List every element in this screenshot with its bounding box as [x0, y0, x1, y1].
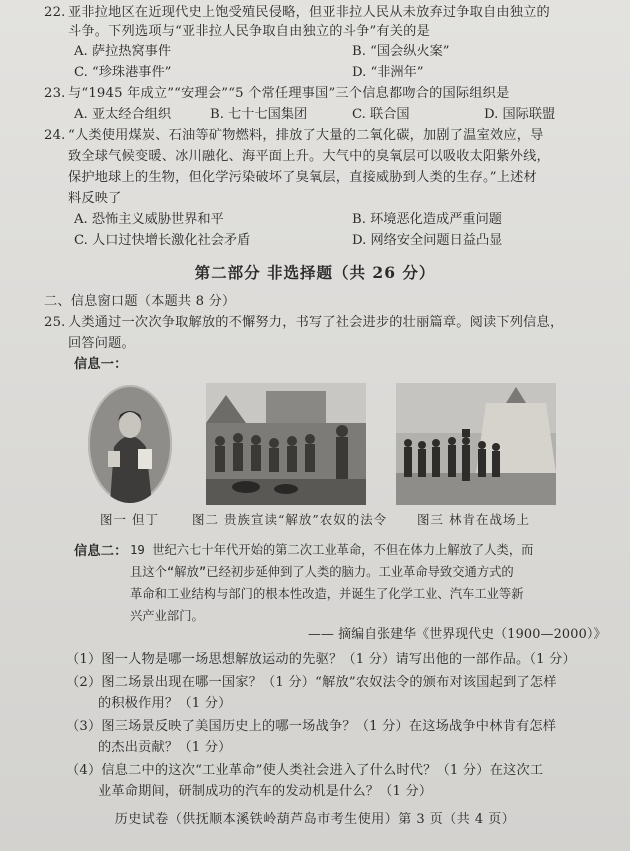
q25-sub3-line1: （3）图三场景反映了美国历史上的哪一场战争？（1 分）在这场战争中林肯有怎样: [66, 719, 557, 734]
q24-stem-line4: 料反映了: [68, 191, 122, 206]
q22-option-d: D. “非洲年”: [352, 65, 424, 80]
figure3-lincoln-battlefield: [396, 383, 556, 505]
q24-stem-line1: [44, 127, 544, 145]
q23-stem: [44, 85, 509, 103]
q22-stem-line1: [44, 4, 550, 22]
q22-option-a: A. 萨拉热窝事件: [74, 44, 172, 59]
q25-stem-text1: 人类通过一次次争取解放的不懈努力，书写了社会进步的壮丽篇章。阅读下列信息，: [68, 315, 564, 330]
q25-sub3-line2: 的杰出贡献？（1 分）: [98, 740, 232, 755]
q25-stem-line2: 回答问题。: [68, 336, 135, 351]
q24-stem-text1: “人类使用煤炭、石油等矿物燃料，排放了大量的二氧化碳，加剧了温室效应，导: [68, 128, 544, 143]
q23-option-d: D. 国际联盟: [484, 107, 556, 122]
q23-number: 23.: [44, 86, 66, 101]
page-footer: 历史试卷（供抚顺本溪铁岭葫芦岛市考生使用）第 3 页（共 4 页）: [114, 812, 516, 827]
q22-stem-text1: 亚非拉地区在近现代史上饱受殖民侵略，但亚非拉人民从未放弃过争取自由独立的: [68, 5, 550, 20]
q25-sub2-line2: 的积极作用？（1 分）: [98, 696, 232, 711]
q22-option-c: C. “珍珠港事件”: [74, 65, 172, 80]
q25-sub2-line1: （2）图二场景出现在哪一国家？（1 分）“解放”农奴法令的颁布对该国起到了怎样: [66, 675, 557, 690]
figure2-caption: 图二 贵族宣读“解放”农奴的法令: [192, 512, 388, 527]
q24-option-c: C. 人口过快增长激化社会矛盾: [74, 233, 251, 248]
q22-stem-line2: 斗争。下列选项与“亚非拉人民争取自由独立的斗争”有关的是: [68, 24, 430, 39]
q24-stem-line2: 致全球气候变暖、冰川融化、海平面上升。大气中的臭氧层可以吸收太阳紫外线，: [68, 149, 550, 164]
q22-option-b: B. “国会纵火案”: [352, 44, 450, 59]
q24-option-d: D. 网络安全问题日益凸显: [352, 233, 503, 248]
q24-option-b: B. 环境恶化造成严重问题: [352, 212, 502, 227]
figure1-caption: 图一 但丁: [100, 512, 159, 527]
q25-sub4-line2: 业革命期间，研制成功的汽车的发动机是什么？（1 分）: [98, 784, 433, 799]
info2-source: —— 摘编自张建华《世界现代史（1900—2000）》: [308, 627, 607, 642]
info1-label: 信息一：: [74, 357, 128, 372]
info2-line2: 且这个“解放”已经初步延伸到了人类的脑力。工业革命导致交通方式的: [130, 565, 514, 579]
q24-number: 24.: [44, 128, 66, 143]
q22-number: 22.: [44, 5, 66, 20]
q25-stem-line1: [44, 314, 563, 332]
q25-sub1-line1: （1）图一人物是哪一场思想解放运动的先驱？（1 分）请写出他的一部作品。（1 分）: [66, 652, 576, 667]
q24-stem-line3: 保护地球上的生物，但化学污染破坏了臭氧层，直接威胁到人类的生存。”上述材: [68, 170, 537, 185]
q25-sub4-line1: （4）信息二中的这次“工业革命”使人类社会进入了什么时代？（1 分）在这次工: [66, 763, 544, 778]
q23-option-b: B. 七十七国集团: [210, 107, 308, 122]
q23-option-c: C. 联合国: [352, 107, 410, 122]
info2-line4: 兴产业部门。: [130, 609, 204, 623]
section2-heading: 二、信息窗口题（本题共 8 分）: [44, 294, 236, 309]
q24-option-a: A. 恐怖主义威胁世界和平: [74, 212, 224, 227]
info2-label: 信息二：: [74, 544, 128, 559]
info2-line3: 革命和工业结构与部门的根本性改造，并诞生了化学工业、汽车工业等新: [130, 587, 524, 601]
q25-number: 25.: [44, 315, 66, 330]
q23-option-a: A. 亚太经合组织: [74, 107, 172, 122]
figure2-decree-scene: [206, 383, 366, 505]
part2-title: 第二部分 非选择题（共 26 分）: [194, 263, 436, 282]
figure3-caption: 图三 林肯在战场上: [417, 512, 530, 527]
figure1-dante-portrait: [88, 385, 172, 503]
q23-stem-text: 与“1945 年成立”“安理会”“5 个常任理事国”三个信息都吻合的国际组织是: [68, 86, 510, 101]
info2-line1: 19 世纪六七十年代开始的第二次工业革命，不但在体力上解放了人类，而: [130, 543, 534, 557]
